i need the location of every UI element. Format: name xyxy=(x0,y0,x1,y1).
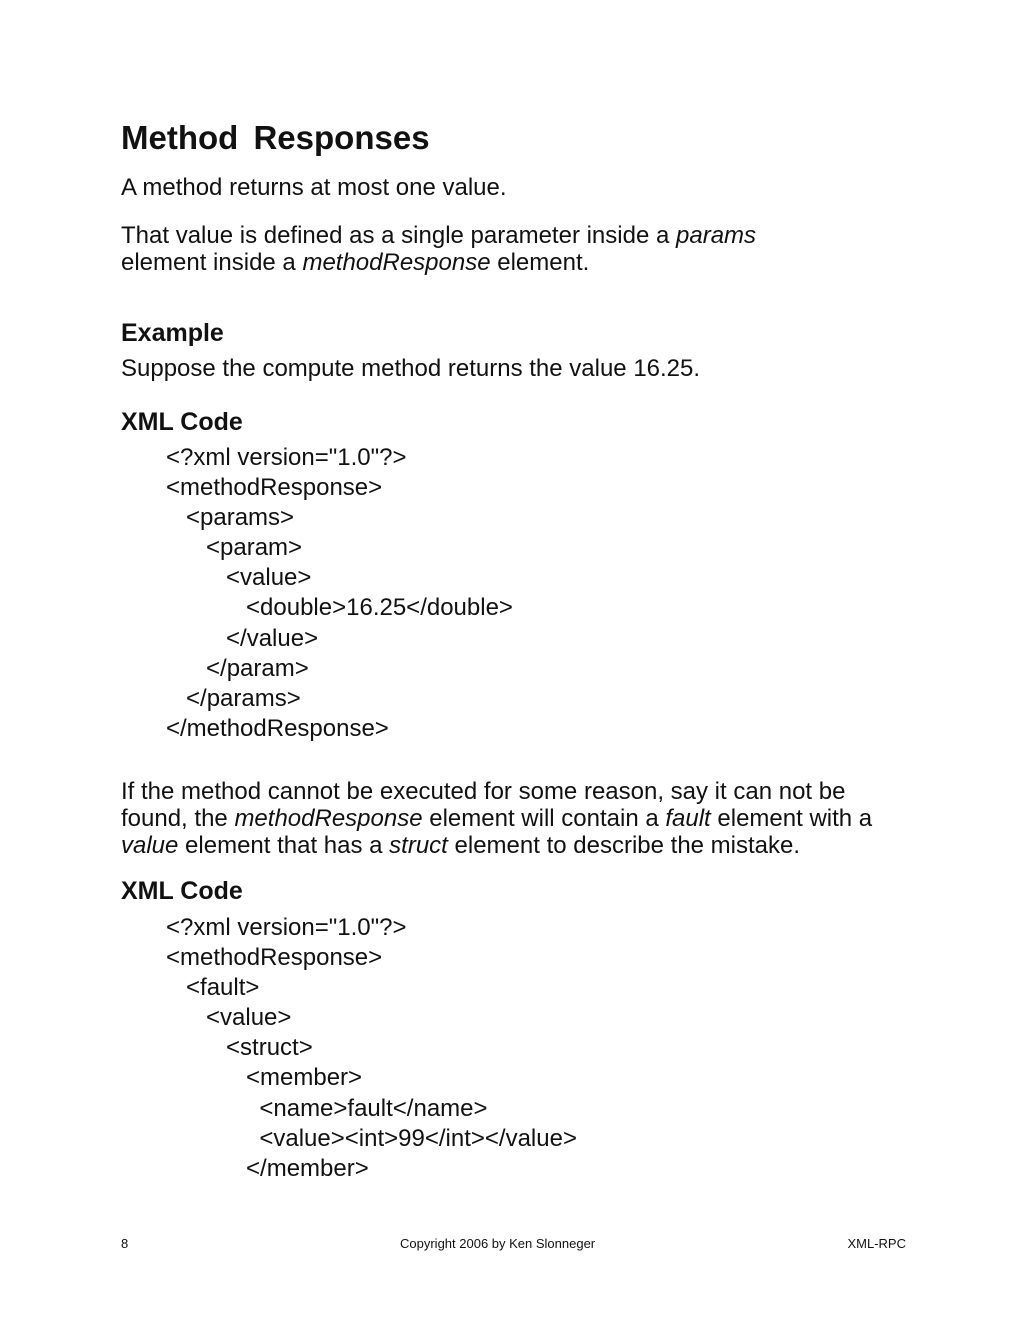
example-heading: Example xyxy=(121,319,224,347)
fault-term-fault: fault xyxy=(665,804,711,832)
code-line: <?xml version="1.0"?> xyxy=(166,444,407,471)
page-content xyxy=(121,116,911,1184)
copyright-notice: Copyright 2006 by Ken Slonneger xyxy=(400,1236,596,1251)
code-line: </value> xyxy=(166,624,319,652)
xml-code-heading-2: XML Code xyxy=(121,876,243,905)
xml-code-block-1 xyxy=(121,443,911,744)
code-line: </member> xyxy=(166,1154,369,1182)
code-line: <value> xyxy=(166,564,312,592)
xml-code-block-2 xyxy=(121,913,911,1184)
fault-text-d: element that has a xyxy=(178,831,390,859)
code-line: </param> xyxy=(166,654,309,682)
code-line: <double>16.25</double> xyxy=(166,594,513,622)
fault-term-struct: struct xyxy=(389,831,448,859)
fault-paragraph xyxy=(121,778,911,859)
code-line: <methodResponse> xyxy=(166,944,383,972)
intro-text-a: That value is defined as a single parameter inside a xyxy=(121,222,676,249)
code-line: </params> xyxy=(166,684,301,712)
page-title: Method Responses xyxy=(121,119,430,156)
intro-text-c: element. xyxy=(490,249,590,276)
code-line: <fault> xyxy=(166,974,260,1002)
intro-term-params: params xyxy=(676,222,757,249)
fault-text-a: If the method cannot be executed for some reason, say it can not be found, the xyxy=(121,777,846,832)
code-line: <struct> xyxy=(166,1034,313,1062)
code-line: <name>fault</name> xyxy=(166,1094,488,1122)
fault-text-e: element to describe the mistake. xyxy=(447,831,801,859)
intro-term-methodresponse: methodResponse xyxy=(302,249,491,276)
intro-line-2 xyxy=(121,222,911,276)
intro-text-b: element inside a xyxy=(121,249,303,276)
code-line: <value><int>99</int></value> xyxy=(166,1124,577,1152)
intro-line-1: A method returns at most one value. xyxy=(121,174,507,201)
fault-term-value: value xyxy=(121,831,179,859)
page-number: 8 xyxy=(121,1236,129,1251)
code-line: <?xml version="1.0"?> xyxy=(166,913,407,941)
code-line: <value> xyxy=(166,1004,292,1032)
fault-text-b: element will contain a xyxy=(422,804,666,832)
code-line: <params> xyxy=(166,504,295,532)
code-line: <methodResponse> xyxy=(166,474,383,502)
code-line: </methodResponse> xyxy=(166,714,389,742)
fault-term-methodresponse: methodResponse xyxy=(234,804,423,832)
code-line: <param> xyxy=(166,534,303,562)
xml-code-heading-1: XML Code xyxy=(121,408,243,436)
example-text: Suppose the compute method returns the value 16.25. xyxy=(121,355,701,382)
document-title: XML-RPC xyxy=(847,1236,906,1251)
fault-text-c: element with a xyxy=(710,804,873,832)
code-line: <member> xyxy=(166,1064,363,1092)
